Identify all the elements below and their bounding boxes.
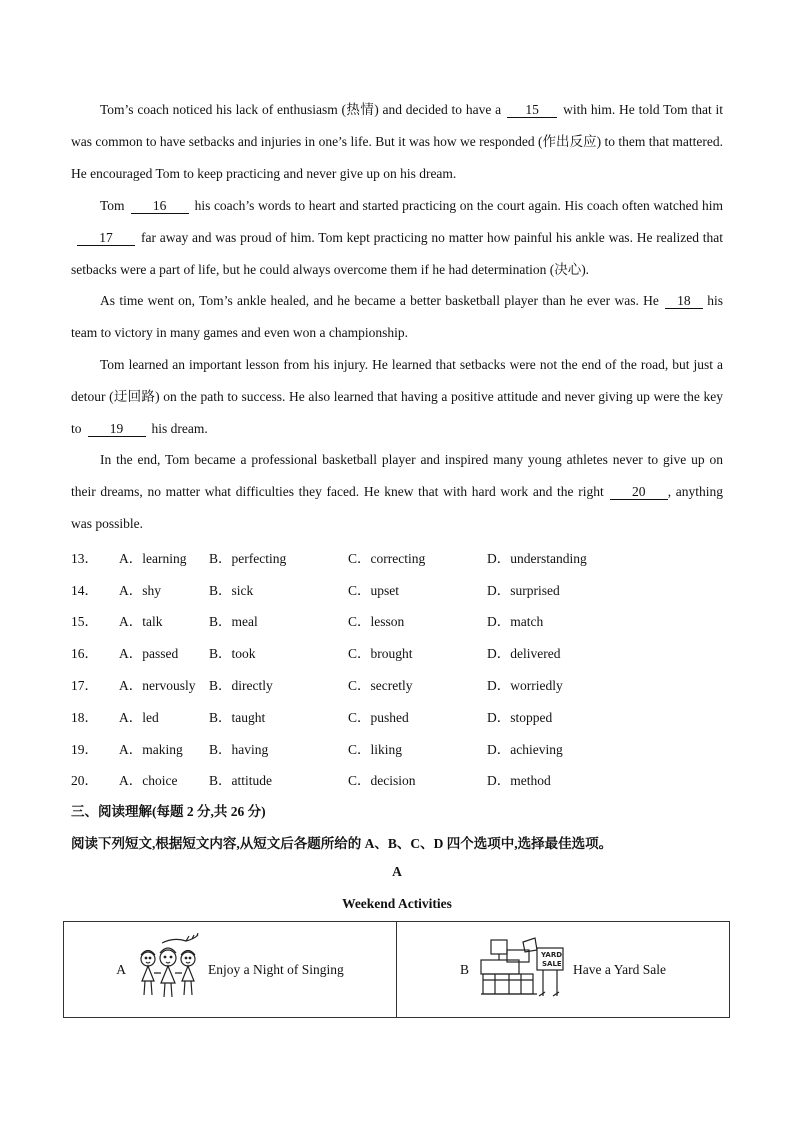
blank-15: 15 [507,102,557,118]
paragraph-text: Tom’s coach noticed his lack of enthusiasm (热情) and decided to have a [100,102,502,117]
option-a[interactable]: A．learning [119,550,187,566]
option-c[interactable]: C．secretly [348,678,413,694]
question-row [71,764,723,796]
paragraph-text: far away and was proud of him. Tom kept practicing no matter how painful his ankle was. He realized that setbacks were a part of life, but he could always overcome them if he had determination (决心). [71,230,723,277]
question-row [71,605,723,637]
paragraph-text: his coach’s words to heart and started practicing on the court again. His coach often watched him [194,198,723,213]
passage-title: Weekend Activities [342,896,452,911]
yard-sale-icon [477,936,569,1004]
yard-sale-sign-line-2: SALE [542,959,562,968]
paragraph-text: Tom [100,198,125,213]
option-b[interactable]: B．took [209,646,256,662]
option-d[interactable]: D．surprised [487,582,560,598]
option-b[interactable]: B．directly [209,678,273,694]
option-d[interactable]: D．understanding [487,550,587,566]
option-d[interactable]: D．achieving [487,741,563,757]
activity-text: Enjoy a Night of Singing [208,961,344,977]
option-c[interactable]: C．lesson [348,614,405,630]
paragraph-text: , anything was possible. [71,484,723,531]
question-options-list [71,541,723,795]
option-a[interactable]: A．nervously [119,678,196,694]
section-instruction: 阅读下列短文,根据短文内容,从短文后各题所给的 A、B、C、D 四个选项中,选择最佳选项。 [71,836,613,851]
option-c[interactable]: C．pushed [348,709,409,725]
paragraph-text: In the end, Tom became a professional basketball player and inspired many young athletes never to give up on their dreams, no matter what difficulties they faced. He knew that with hard work and the right [71,452,723,499]
option-b[interactable]: B．perfecting [209,550,287,566]
question-number: 13． [71,550,98,566]
option-c[interactable]: C．correcting [348,550,426,566]
question-number: 20． [71,773,98,789]
option-b[interactable]: B．attitude [209,773,272,789]
activity-cell-b [396,922,729,1017]
option-b[interactable]: B．taught [209,709,266,725]
blank-16: 16 [131,198,189,214]
option-a[interactable]: A．led [119,709,159,725]
blank-20: 20 [610,484,668,500]
passage-paragraph-3 [71,285,723,349]
question-number: 15． [71,614,98,630]
option-c[interactable]: C．decision [348,773,416,789]
passage-paragraph-1 [71,94,723,190]
option-a[interactable]: A．making [119,741,183,757]
option-a[interactable]: A．passed [119,646,179,662]
blank-19: 19 [88,421,146,437]
yard-sale-sign-line-1: YARD [541,950,563,959]
option-c[interactable]: C．liking [348,741,403,757]
passage-letter: A [392,864,402,879]
option-c[interactable]: C．upset [348,582,400,598]
option-d[interactable]: D．match [487,614,544,630]
option-d[interactable]: D．stopped [487,709,553,725]
passage-paragraph-4 [71,349,723,445]
singing-kids-icon [134,933,204,1007]
passage-paragraph-2 [71,190,723,286]
question-number: 17． [71,678,98,694]
question-row [71,700,723,732]
paragraph-text: Tom learned an important lesson from his injury. He learned that setbacks were not the end of the road, but just a detour (迂回路) on the path to success. He also learned that having a positive attitude and never giving up were the key to [71,357,723,436]
option-b[interactable]: B．meal [209,614,258,630]
paragraph-text: his dream. [151,421,208,436]
option-d[interactable]: D．method [487,773,551,789]
activity-letter: B [460,961,470,977]
option-b[interactable]: B．sick [209,582,254,598]
option-a[interactable]: A．talk [119,614,163,630]
question-row [71,668,723,700]
activities-table [63,921,730,1018]
question-number: 19． [71,741,98,757]
activity-cell-a [64,922,396,1017]
paragraph-text: with him. He told Tom that it was common to have setbacks and injuries in one’s life. But it was how we responded (作出反应) to them that mattered. He encouraged Tom to keep practicing and never give up on his dream. [71,102,723,181]
option-d[interactable]: D．worriedly [487,678,563,694]
paragraph-text: his team to victory in many games and even won a championship. [71,293,724,340]
option-d[interactable]: D．delivered [487,646,561,662]
section-heading: 三、阅读理解(每题 2 分,共 26 分) [71,804,266,819]
activity-text: Have a Yard Sale [573,961,666,977]
question-row [71,573,723,605]
paragraph-text: As time went on, Tom’s ankle healed, and he became a better basketball player than he ever was. He [100,293,659,308]
question-number: 16． [71,646,98,662]
question-number: 14． [71,582,98,598]
option-a[interactable]: A．choice [119,773,178,789]
question-row [71,732,723,764]
question-number: 18． [71,709,98,725]
option-c[interactable]: C．brought [348,646,413,662]
blank-17: 17 [77,230,135,246]
option-b[interactable]: B．having [209,741,269,757]
activity-letter: A [116,961,126,977]
passage-paragraph-5 [71,444,723,540]
question-row [71,636,723,668]
blank-18: 18 [665,293,703,309]
question-row [71,541,723,573]
option-a[interactable]: A．shy [119,582,162,598]
